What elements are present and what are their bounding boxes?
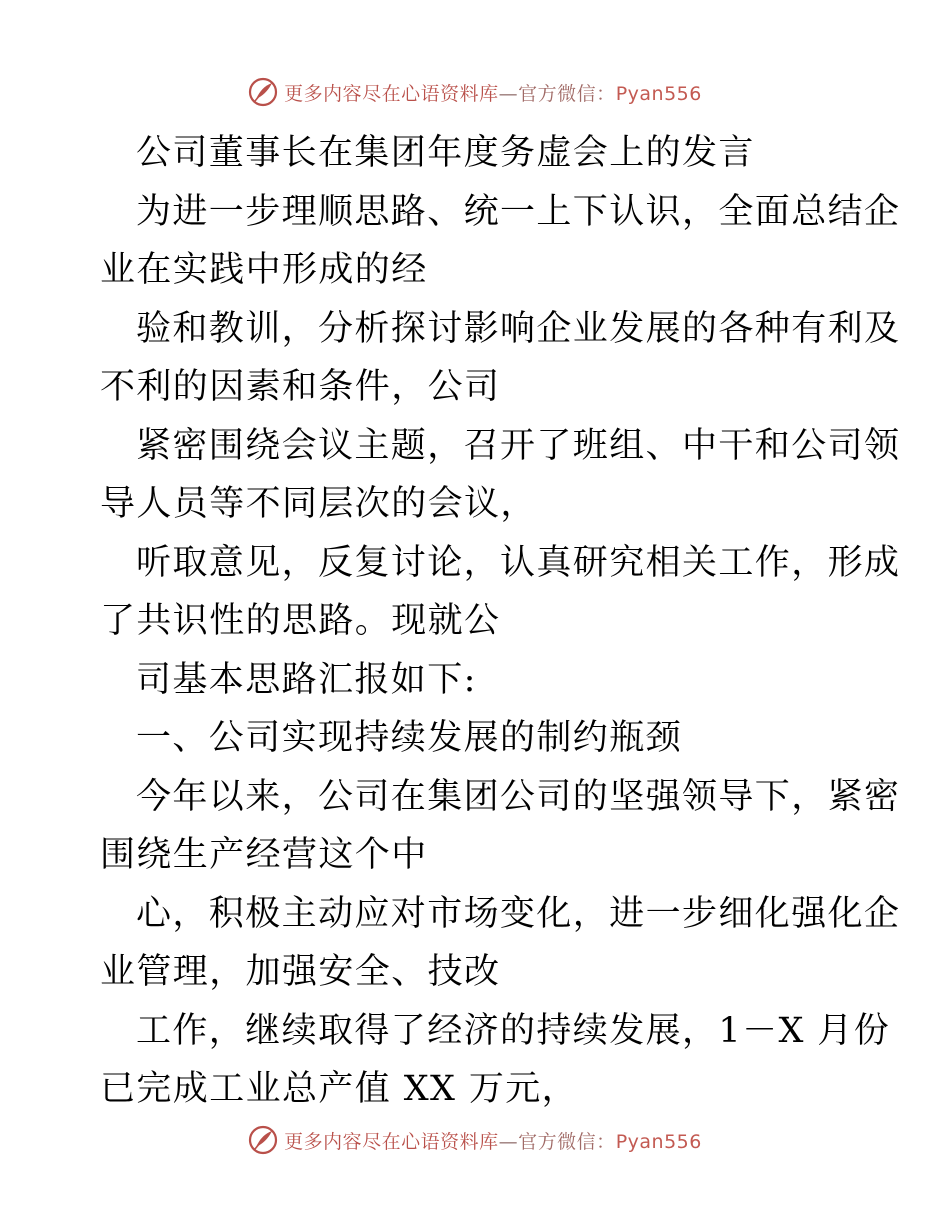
watermark-dash: — — [498, 82, 519, 105]
text-line: 司基本思路汇报如下: — [136, 659, 477, 700]
text-line: 为进一步理顺思路、统一上下认识，全面总结企 — [136, 191, 901, 232]
text-line: 今年以来，公司在集团公司的坚强领导下，紧密 — [136, 776, 901, 817]
text-line: 紧密围绕会议主题，召开了班组、中干和公司领 — [136, 425, 901, 466]
feather-pen-logo-icon — [248, 1125, 278, 1155]
footer-watermark — [0, 1120, 950, 1160]
text-line: 工作，继续取得了经济的持续发展，1－X 月份 — [136, 1010, 891, 1051]
watermark-official: 官方微信： — [518, 1130, 616, 1153]
document-body — [100, 124, 901, 1119]
text-line: 导人员等不同层次的会议， — [100, 484, 537, 524]
text-line: 心，积极主动应对市场变化，进一步细化强化企 — [136, 893, 901, 934]
watermark-account: Pyan556 — [615, 82, 702, 105]
watermark-main: 更多内容尽在心语资料库 — [284, 1130, 499, 1153]
text-line: 业在实践中形成的经 — [100, 250, 428, 290]
text-line: 了共识性的思路。现就公 — [100, 601, 501, 641]
watermark-account: Pyan556 — [615, 1130, 702, 1153]
text-line: 围绕生产经营这个中 — [100, 835, 428, 875]
text-line: 不利的因素和条件，公司 — [100, 367, 501, 407]
watermark-text — [284, 1127, 702, 1154]
watermark-main: 更多内容尽在心语资料库 — [284, 82, 499, 105]
text-line: 业管理，加强安全、技改 — [100, 952, 501, 992]
watermark-group — [248, 77, 702, 107]
section-heading: 一、公司实现持续发展的制约瓶颈 — [136, 718, 683, 758]
text-line: 听取意见，反复讨论，认真研究相关工作，形成 — [136, 542, 901, 583]
feather-pen-logo-icon — [248, 77, 278, 107]
text-line: 验和教训，分析探讨影响企业发展的各种有利及 — [136, 308, 901, 349]
document-title: 公司董事长在集团年度务虚会上的发言 — [136, 133, 755, 173]
watermark-text — [284, 79, 702, 106]
watermark-group — [248, 1125, 702, 1155]
watermark-official: 官方微信： — [518, 82, 616, 105]
text-line: 已完成工业总产值 XX 万元， — [100, 1069, 579, 1109]
header-watermark — [0, 72, 950, 112]
watermark-dash: — — [498, 1130, 519, 1153]
